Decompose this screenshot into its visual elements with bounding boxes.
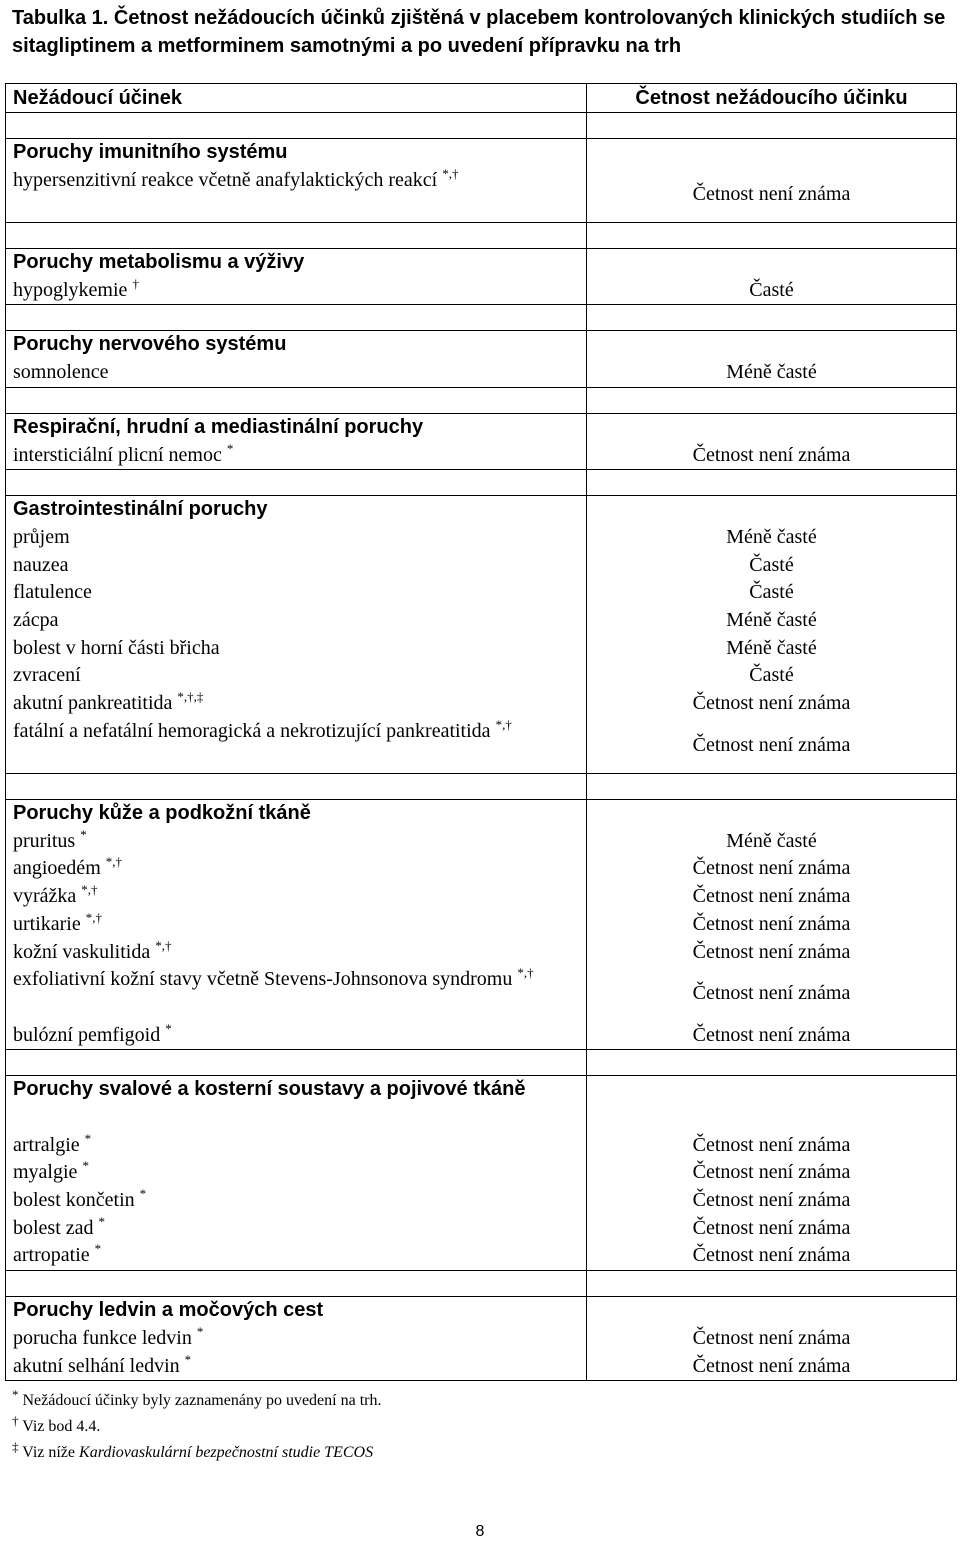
- spacer-row: [6, 113, 957, 139]
- frequency-value: Časté: [749, 664, 794, 687]
- effect-cell: [6, 331, 587, 387]
- effect-cell: [6, 496, 587, 774]
- footnote-marker: *: [196, 1323, 204, 1339]
- frequency-value: Četnost není známa: [692, 1161, 851, 1184]
- frequency-value: Méně časté: [726, 636, 817, 659]
- adverse-effect-label: zácpa: [13, 608, 59, 631]
- adverse-effect: [13, 1325, 579, 1353]
- footnotes: [12, 1388, 381, 1466]
- footnote-3: ‡ Viz níže Kardiovaskulární bezpečnostní studie TECOS: [12, 1439, 374, 1461]
- frequency-value: Časté: [749, 278, 794, 301]
- effect-cell: [6, 413, 587, 469]
- adverse-effect: [13, 1022, 579, 1050]
- frequency-value: Časté: [749, 581, 794, 604]
- frequency-cell: [587, 139, 957, 223]
- frequency-spacer: [594, 414, 949, 442]
- frequency-value: Četnost není známa: [692, 1326, 851, 1349]
- footnote-marker: *: [139, 1186, 147, 1202]
- table-group-row: [6, 1076, 957, 1271]
- spacer-row: [6, 387, 957, 413]
- header-effect: Nežádoucí účinek: [6, 84, 587, 113]
- footnote-marker: *,†: [155, 937, 172, 953]
- footnote-marker: *: [84, 1130, 92, 1146]
- table-caption: Tabulka 1. Četnost nežádoucích účinků zjištěná v placebem kontrolovaných klinických studiích se sitagliptinem a metforminem samotnými a po uvedení přípravku na trh: [12, 7, 946, 57]
- footnote-marker: *,†: [517, 965, 534, 981]
- frequency-spacer: [594, 139, 949, 167]
- table-header-row: [6, 84, 957, 113]
- frequency-value: Četnost není známa: [692, 982, 851, 1005]
- adverse-effect-label: artropatie: [13, 1244, 90, 1267]
- adverse-effect-label: artralgie: [13, 1133, 80, 1156]
- effect-cell: [6, 249, 587, 305]
- adverse-effect: [13, 524, 579, 552]
- adverse-effect-label: porucha funkce ledvin: [13, 1326, 192, 1349]
- page-number: 8: [475, 1523, 485, 1540]
- adverse-effect-label: urtikarie: [13, 912, 81, 935]
- adverse-effect-label: akutní pankreatitida: [13, 692, 173, 715]
- adverse-effect: [13, 1159, 579, 1187]
- frequency-spacer: [594, 1076, 949, 1131]
- organ-system-heading: Poruchy kůže a podkožní tkáně: [13, 802, 311, 825]
- frequency-value: Četnost není známa: [692, 1354, 851, 1377]
- adverse-effect: [13, 442, 579, 470]
- adverse-effect: [13, 855, 579, 883]
- frequency-spacer: [594, 1297, 949, 1325]
- adverse-effect: [13, 552, 579, 580]
- frequency-value: Četnost není známa: [692, 1216, 851, 1239]
- footnote-marker: *,†,‡: [177, 689, 204, 705]
- adverse-effect-label: hypersenzitivní reakce včetně anafylaktických reakcí: [13, 168, 438, 191]
- adverse-effect-label: fatální a nefatální hemoragická a nekrotizující pankreatitida: [13, 719, 491, 742]
- frequency-value: Méně časté: [726, 525, 817, 548]
- adverse-effect: [13, 883, 579, 911]
- adverse-effect-label: bolest končetin: [13, 1189, 135, 1212]
- adverse-effect-label: bulózní pemfigoid: [13, 1023, 161, 1046]
- frequency-value: Četnost není známa: [692, 857, 851, 880]
- adverse-effect-label: somnolence: [13, 361, 109, 384]
- organ-system-heading: Poruchy imunitního systému: [13, 141, 288, 163]
- frequency-cell: [587, 413, 957, 469]
- adverse-effect: [13, 1132, 579, 1160]
- footnote-1: * Nežádoucí účinky byly zaznamenány po uvedení na trh.: [12, 1387, 382, 1409]
- footnote-marker: *: [165, 1020, 172, 1036]
- adverse-effect-label: intersticiální plicní nemoc: [13, 443, 222, 466]
- adverse-effects-table: [5, 83, 957, 1381]
- adverse-effect: [13, 1353, 579, 1381]
- frequency-value: Četnost není známa: [692, 940, 851, 963]
- adverse-effect: [13, 1187, 579, 1215]
- adverse-effect: [13, 277, 579, 305]
- frequency-spacer: [594, 800, 949, 828]
- frequency-cell: [587, 249, 957, 305]
- frequency-spacer: [594, 496, 949, 524]
- adverse-effect-label: průjem: [13, 525, 70, 548]
- frequency-value: Četnost není známa: [692, 443, 851, 466]
- footnote-marker: *,†: [105, 854, 122, 870]
- spacer-row: [6, 774, 957, 800]
- adverse-effect-label: nauzea: [13, 553, 69, 576]
- footnote-marker: *,†: [442, 165, 459, 181]
- table-group-row: [6, 1297, 957, 1381]
- adverse-effect-label: bolest v horní části břicha: [13, 636, 220, 659]
- adverse-effect: [13, 662, 579, 690]
- footnote-marker: *: [94, 1241, 102, 1257]
- organ-system-heading: Respirační, hrudní a mediastinální poruchy: [13, 415, 424, 438]
- footnote-marker: *: [82, 1158, 89, 1174]
- spacer-row: [6, 1050, 957, 1076]
- organ-system-heading: Poruchy nervového systému: [13, 333, 287, 356]
- adverse-effect: [13, 939, 579, 967]
- organ-system-heading: Poruchy ledvin a močových cest: [13, 1299, 324, 1322]
- adverse-effect-label: pruritus: [13, 829, 76, 852]
- frequency-value: Méně časté: [726, 829, 817, 852]
- adverse-effect-label: zvracení: [13, 664, 81, 687]
- adverse-effect: [13, 1242, 579, 1270]
- adverse-effect-label: exfoliativní kožní stavy včetně Stevens-Johnsonova syndromu: [13, 968, 513, 991]
- footnote-marker: *: [80, 826, 87, 842]
- frequency-spacer: [594, 331, 949, 359]
- footnote-marker: *: [98, 1213, 106, 1229]
- frequency-value: Četnost není známa: [692, 182, 851, 205]
- adverse-effect: [13, 167, 579, 222]
- organ-system-heading: Poruchy svalové a kosterní soustavy a pojivové tkáně: [13, 1078, 526, 1101]
- frequency-cell: [587, 1076, 957, 1271]
- frequency-value: Četnost není známa: [692, 885, 851, 908]
- adverse-effect: [13, 718, 579, 773]
- adverse-effect-label: hypoglykemie: [13, 278, 128, 301]
- frequency-value: Méně časté: [726, 361, 817, 384]
- adverse-effect-label: kožní vaskulitida: [13, 940, 151, 963]
- adverse-effect-label: myalgie: [13, 1161, 78, 1184]
- frequency-value: Četnost není známa: [692, 1023, 851, 1046]
- footnote-2: † Viz bod 4.4.: [12, 1413, 101, 1435]
- frequency-cell: [587, 331, 957, 387]
- adverse-effect: [13, 579, 579, 607]
- adverse-effect: [13, 690, 579, 718]
- organ-system-heading: Gastrointestinální poruchy: [13, 498, 268, 521]
- adverse-effect: [13, 359, 579, 387]
- adverse-effect: [13, 911, 579, 939]
- spacer-row: [6, 305, 957, 331]
- frequency-value: Časté: [749, 553, 794, 576]
- adverse-effect-label: akutní selhání ledvin: [13, 1354, 180, 1377]
- organ-system-heading: Poruchy metabolismu a výživy: [13, 251, 305, 274]
- adverse-effect-label: vyrážka: [13, 885, 77, 908]
- table-group-row: [6, 249, 957, 305]
- frequency-cell: [587, 800, 957, 1050]
- frequency-value: Četnost není známa: [692, 1189, 851, 1212]
- adverse-effect: [13, 635, 579, 663]
- frequency-value: Četnost není známa: [692, 1133, 851, 1156]
- adverse-effect-label: bolest zad: [13, 1216, 94, 1239]
- footnote-marker: *,†: [495, 716, 512, 732]
- table-group-row: [6, 800, 957, 1050]
- frequency-cell: [587, 496, 957, 774]
- frequency-value: Četnost není známa: [692, 1244, 851, 1267]
- footnote-marker: *,†: [85, 909, 102, 925]
- frequency-value: Méně časté: [726, 608, 817, 631]
- adverse-effect: [13, 607, 579, 635]
- adverse-effect: [13, 828, 579, 856]
- frequency-value: Četnost není známa: [692, 733, 851, 756]
- adverse-effect: [13, 1215, 579, 1243]
- adverse-effect-label: flatulence: [13, 581, 92, 604]
- footnote-marker: †: [132, 275, 139, 291]
- footnote-marker: *,†: [81, 882, 98, 898]
- frequency-value: Četnost není známa: [692, 912, 851, 935]
- footnote-marker: *: [226, 440, 234, 456]
- effect-cell: [6, 1076, 587, 1271]
- spacer-row: [6, 223, 957, 249]
- effect-cell: [6, 800, 587, 1050]
- effect-cell: [6, 1297, 587, 1381]
- frequency-spacer: [594, 249, 949, 277]
- table-group-row: [6, 496, 957, 774]
- table-group-row: [6, 413, 957, 469]
- adverse-effect-label: angioedém: [13, 857, 101, 880]
- frequency-value: Četnost není známa: [692, 692, 851, 715]
- table-group-row: [6, 139, 957, 223]
- footnote-marker: *: [184, 1351, 192, 1367]
- spacer-row: [6, 470, 957, 496]
- header-frequency: Četnost nežádoucího účinku: [587, 84, 957, 113]
- spacer-row: [6, 1271, 957, 1297]
- table-group-row: [6, 331, 957, 387]
- frequency-cell: [587, 1297, 957, 1381]
- adverse-effect: [13, 966, 579, 1021]
- effect-cell: [6, 139, 587, 223]
